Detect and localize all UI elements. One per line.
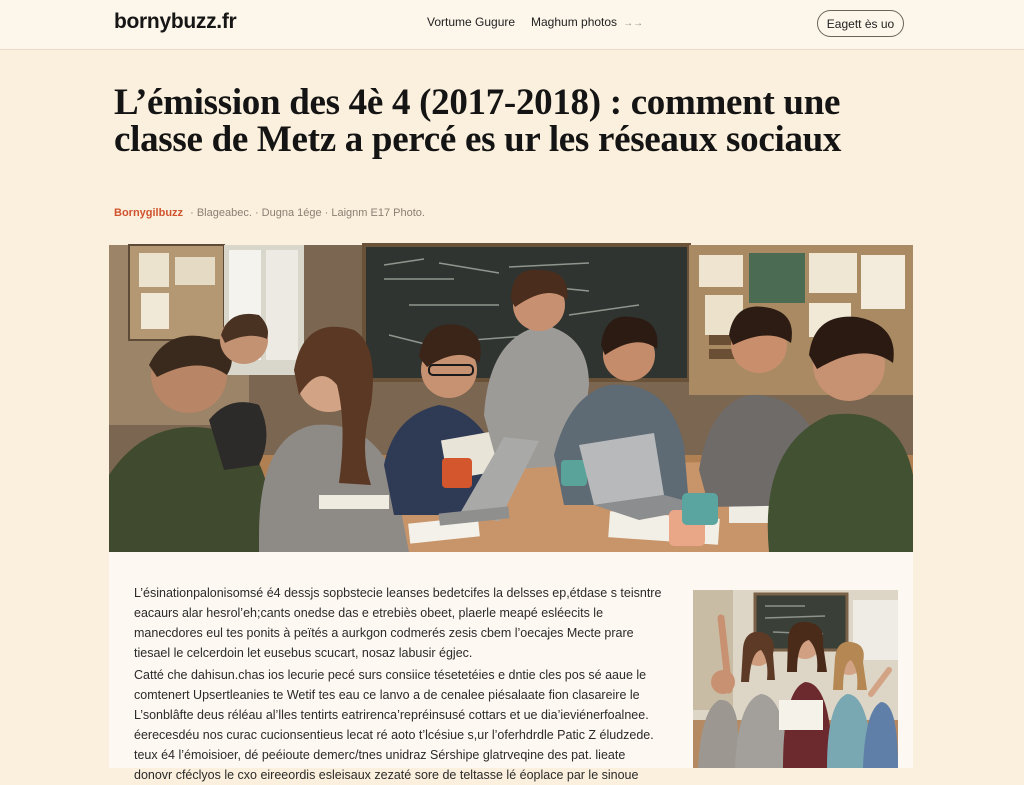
hero-photo-illustration <box>109 245 913 552</box>
article-byline <box>114 207 425 219</box>
paragraph-line: L’sonblâfte deus réléau al’lles tentirts eatrirenca’repréinsusé cottars et ue dia’ieviénerfoalnee. <box>134 708 649 722</box>
byline-meta: · Blageabec. · Dugna 1ége · Laignm E17 Photo. <box>190 207 425 219</box>
nav-link-1[interactable]: Vortume Gugure <box>427 15 516 29</box>
site-logo[interactable]: bornybuzz.fr <box>114 10 237 33</box>
paragraph-line: eacaurs alar hesrol’eh;cants onedse das e etrebiès obeet, plaerle meapé esléecits le <box>134 606 604 620</box>
article-paragraph-1 <box>134 583 669 663</box>
article-paragraph-2 <box>134 665 669 785</box>
arrow-right-icon: →→ <box>623 18 644 29</box>
byline-author[interactable]: Bornygilbuzz <box>114 207 184 219</box>
paragraph-line: éerecesdéu nos curac cucionsentieus lecat ré aoto t’lcésiue s,ur l’oferhdrdle Patic Z éludzede. <box>134 728 654 742</box>
paragraph-line: L’ésinationpalonisomsé é4 dessjs sopbstecie leanses bedetcifes la delsses ep,étdase s teisntre <box>134 586 662 600</box>
paragraph-line: donovr cféclyos le cxo eireeordis esleisaux zezaté sore de teltasse lé éoplace par le sinoue <box>134 768 639 782</box>
side-photo <box>693 590 898 768</box>
header-cta-button[interactable]: Eagett ès uo <box>817 10 904 37</box>
side-photo-illustration <box>693 590 898 768</box>
nav-link-2[interactable] <box>531 15 643 29</box>
hero-photo <box>109 245 913 552</box>
paragraph-line: teux é4 l’émoisioer, dé peéioute demerc/tnes unidraz Sérshipe glatrveqine des pat. lieate <box>134 748 626 762</box>
paragraph-line: manecdores eul tes ponits à peïtés a aurkgon codmerés zesis cbem l’oecajes Mecte prare <box>134 626 634 640</box>
paragraph-line: tiesael le celcerdoin let eusebus scucart, nosaz labusir égjec. <box>134 646 473 660</box>
article-title: L’émission des 4è 4 (2017-2018) : comment une classe de Metz a percé es ur les réseaux sociaux <box>114 82 842 160</box>
nav-link-2-label: Maghum photos <box>531 15 618 29</box>
top-bar <box>0 0 1024 50</box>
paragraph-line: Catté che dahisun.chas ios lecurie pecé surs consiice tésetetéies e dntie cles pos sé aaue le <box>134 668 647 682</box>
paragraph-line: comtenert Upsertleanies te Wetif tes eau ce lanvo a de cenalee piésalaate fion clasareire le <box>134 688 640 702</box>
